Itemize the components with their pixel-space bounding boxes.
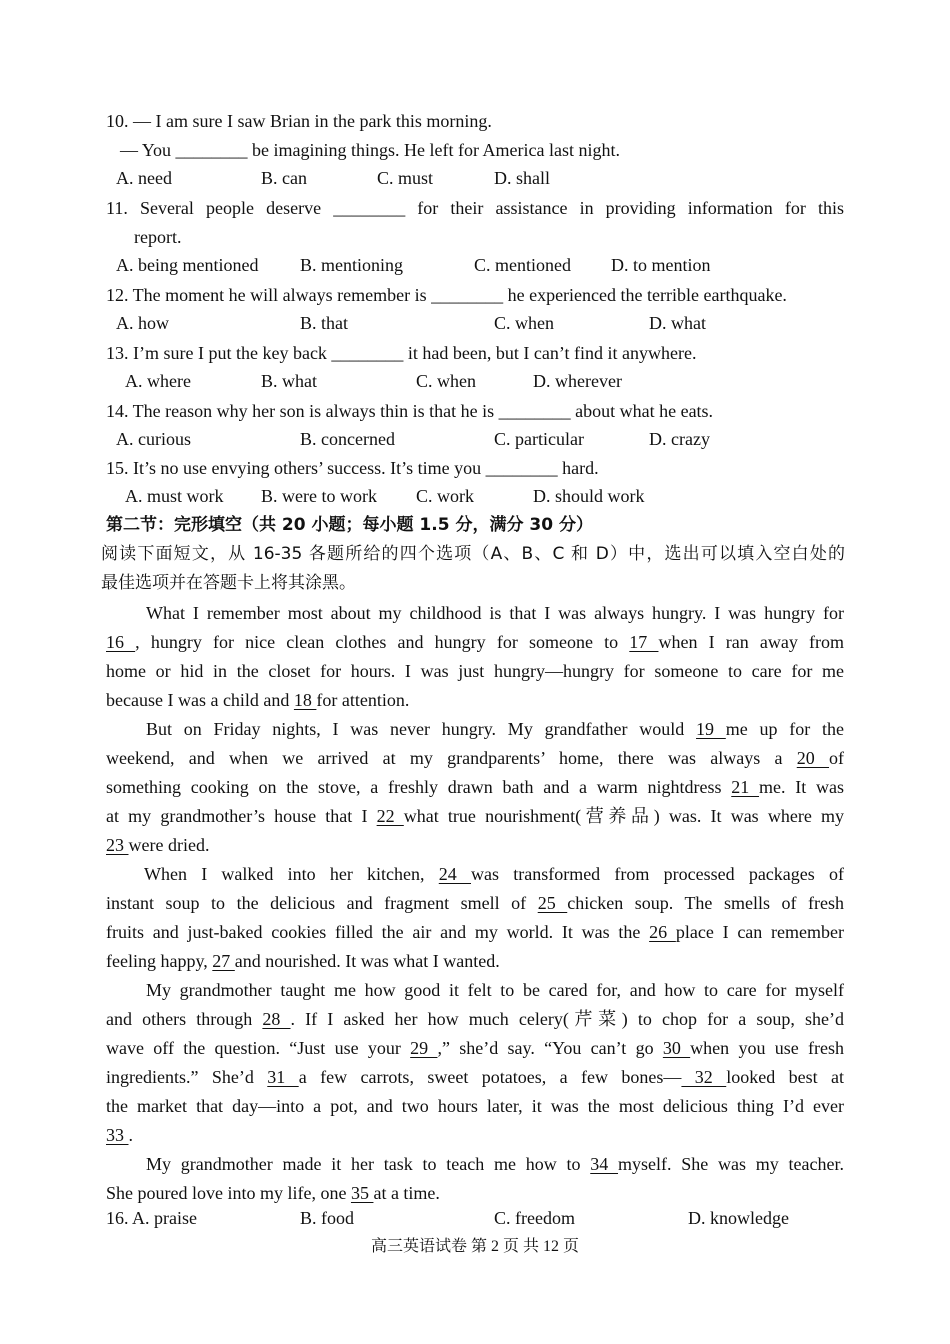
cloze-blank: 26 xyxy=(649,922,676,942)
cloze-blank: 25 xyxy=(537,893,568,913)
option-15-b: B. were to work xyxy=(261,486,377,506)
passage-text: home or hid in the closet for hours. I was just hungry—hungry for someone to care for me xyxy=(106,661,844,681)
option-10-b: B. can xyxy=(261,168,307,188)
passage-text: fruits and just-baked cookies filled the air and my world. It was the xyxy=(106,922,650,942)
passage-text: me up for the xyxy=(725,719,844,739)
passage-text: instant soup to the delicious and fragment smell of xyxy=(106,893,538,913)
option-15-d: D. should work xyxy=(533,486,645,506)
cloze-blank: 31 xyxy=(267,1067,299,1087)
cloze-blank: 34 xyxy=(590,1154,619,1174)
cloze-blank: 29 xyxy=(410,1038,438,1058)
cloze-blank: 17 xyxy=(629,632,659,652)
section-instruction-line1: 阅读下面短文，从 16-35 各题所给的四个选项（A、B、C 和 D）中，选出可以填入空白处的 xyxy=(101,544,845,564)
passage-text: But on Friday nights, I was never hungry. My grandfather would xyxy=(146,719,697,739)
cloze-blank: 19 xyxy=(696,719,726,739)
section-instruction-line2: 最佳选项并在答题卡上将其涂黑。 xyxy=(101,573,356,593)
passage-line xyxy=(106,1005,844,1034)
option-13-c: C. when xyxy=(416,371,476,391)
passage-text: were dried. xyxy=(128,835,210,855)
passage-text: myself. She was my teacher. xyxy=(618,1154,844,1174)
cloze-blank: 16 xyxy=(106,632,136,652)
passage-line xyxy=(106,1063,844,1092)
passage-text: at a time. xyxy=(373,1183,440,1203)
passage-text: wave off the question. “Just use your xyxy=(106,1038,411,1058)
option-12-c: C. when xyxy=(494,313,554,333)
passage-text: something cooking on the stove, a freshly drawn bath and a warm nightdress xyxy=(106,777,732,797)
option-15-a: A. must work xyxy=(125,486,224,506)
passage-line xyxy=(106,628,844,657)
passage-text: My grandmother made it her task to teach me how to xyxy=(146,1154,591,1174)
option-14-c: C. particular xyxy=(494,429,584,449)
option-11-c: C. mentioned xyxy=(474,255,571,275)
cloze-blank: 23 xyxy=(106,835,129,855)
passage-text: My grandmother taught me how good it felt to be cared for, and how to care for myself xyxy=(146,980,844,1000)
passage-text: of xyxy=(829,748,844,768)
option-11-b: B. mentioning xyxy=(300,255,403,275)
passage-line xyxy=(106,773,844,802)
passage-line xyxy=(106,744,844,773)
option-12-d: D. what xyxy=(649,313,706,333)
cloze-passage xyxy=(106,599,844,1208)
passage-text: feeling happy, xyxy=(106,951,213,971)
section-heading: 第二节：完形填空（共 20 小题；每小题 1.5 分，满分 30 分） xyxy=(106,515,593,535)
question-12-stem: 12. The moment he will always remember is ________ he experienced the terrible earthquake. xyxy=(106,285,787,305)
passage-text: a few carrots, sweet potatoes, a few bones— xyxy=(298,1067,682,1087)
question-10-reply: — You ________ be imagining things. He left for America last night. xyxy=(120,140,620,160)
passage-text: the market that day—into a pot, and two hours later, it was the most delicious thing I’d ever xyxy=(106,1096,844,1116)
passage-line xyxy=(106,715,844,744)
question-13-stem: 13. I’m sure I put the key back ________ it had been, but I can’t find it anywhere. xyxy=(106,343,697,363)
passage-text: was transformed from processed packages of xyxy=(471,864,844,884)
question-11-stem: 11. Several people deserve ________ for their assistance in providing information for this xyxy=(106,198,844,218)
cloze-blank: 21 xyxy=(731,777,760,797)
passage-text: She poured love into my life, one xyxy=(106,1183,351,1203)
cloze-blank: 30 xyxy=(662,1038,691,1058)
passage-line xyxy=(106,1179,844,1208)
question-14-stem: 14. The reason why her son is always thin is that he is ________ about what he eats. xyxy=(106,401,714,421)
passage-text: . xyxy=(128,1125,133,1145)
option-14-b: B. concerned xyxy=(300,429,395,449)
option-10-d: D. shall xyxy=(494,168,550,188)
passage-text: When I walked into her kitchen, xyxy=(144,864,439,884)
passage-line xyxy=(106,889,844,918)
passage-line xyxy=(106,1034,844,1063)
passage-text: weekend, and when we arrived at my grandparents’ home, there was always a xyxy=(106,748,797,768)
option-11-a: A. being mentioned xyxy=(116,255,259,275)
passage-text: when you use fresh xyxy=(690,1038,844,1058)
option-12-a: A. how xyxy=(116,313,169,333)
passage-text: looked best at xyxy=(726,1067,844,1087)
question-11-stem-cont: report. xyxy=(134,227,182,247)
cloze-blank: 20 xyxy=(796,748,830,768)
passage-line xyxy=(106,918,844,947)
cloze-blank: 18 xyxy=(293,690,317,710)
question-10-stem: 10. — I am sure I saw Brian in the park this morning. xyxy=(106,111,492,131)
option-14-d: D. crazy xyxy=(649,429,710,449)
passage-text: place I can remember xyxy=(675,922,844,942)
passage-line xyxy=(106,802,844,831)
passage-line xyxy=(106,1150,844,1179)
option-15-c: C. work xyxy=(416,486,474,506)
cloze-blank: 33 xyxy=(106,1125,129,1145)
page-footer: 高三英语试卷 第 2 页 共 12 页 xyxy=(370,1238,579,1255)
passage-line xyxy=(106,1092,844,1121)
option-10-a: A. need xyxy=(116,168,172,188)
passage-text: at my grandmother’s house that I xyxy=(106,806,377,826)
option-16-b: B. food xyxy=(300,1208,354,1228)
passage-text: ,” she’d say. “You can’t go xyxy=(437,1038,663,1058)
passage-line xyxy=(106,686,844,715)
option-16-d: D. knowledge xyxy=(688,1208,789,1228)
passage-line xyxy=(106,860,844,889)
option-16-c: C. freedom xyxy=(494,1208,575,1228)
option-14-a: A. curious xyxy=(116,429,191,449)
passage-line xyxy=(106,657,844,686)
option-13-a: A. where xyxy=(125,371,191,391)
passage-text: because I was a child and xyxy=(106,690,294,710)
passage-text: ingredients.” She’d xyxy=(106,1067,268,1087)
cloze-blank: 22 xyxy=(376,806,404,826)
option-13-d: D. wherever xyxy=(533,371,622,391)
passage-text: for attention. xyxy=(316,690,410,710)
passage-text: , hungry for nice clean clothes and hungry for someone to xyxy=(135,632,630,652)
option-10-c: C. must xyxy=(377,168,434,188)
cloze-blank: 24 xyxy=(438,864,471,884)
passage-text: . If I asked her how much celery(芹菜) to chop for a soup, she’d xyxy=(290,1009,844,1029)
passage-text: and others through xyxy=(106,1009,263,1029)
passage-text: when I ran away from xyxy=(658,632,844,652)
passage-line xyxy=(106,1121,844,1150)
passage-text: me. It was xyxy=(759,777,844,797)
cloze-blank: 28 xyxy=(262,1009,291,1029)
option-12-b: B. that xyxy=(300,313,348,333)
cloze-blank: 35 xyxy=(350,1183,374,1203)
cloze-blank: 32 xyxy=(681,1067,727,1087)
passage-line xyxy=(106,599,844,628)
passage-text: chicken soup. The smells of fresh xyxy=(567,893,844,913)
passage-text: and nourished. It was what I wanted. xyxy=(234,951,500,971)
option-11-d: D. to mention xyxy=(611,255,711,275)
passage-line xyxy=(106,831,844,860)
passage-text: What I remember most about my childhood is that I was always hungry. I was hungry for xyxy=(146,603,844,623)
option-13-b: B. what xyxy=(261,371,317,391)
passage-line xyxy=(106,947,844,976)
passage-line xyxy=(106,976,844,1005)
cloze-blank: 27 xyxy=(212,951,235,971)
question-15-stem: 15. It’s no use envying others’ success. It’s time you ________ hard. xyxy=(106,458,599,478)
passage-text: what true nourishment(营养品) was. It was where my xyxy=(403,806,844,826)
option-16-a: 16. A. praise xyxy=(106,1208,197,1228)
